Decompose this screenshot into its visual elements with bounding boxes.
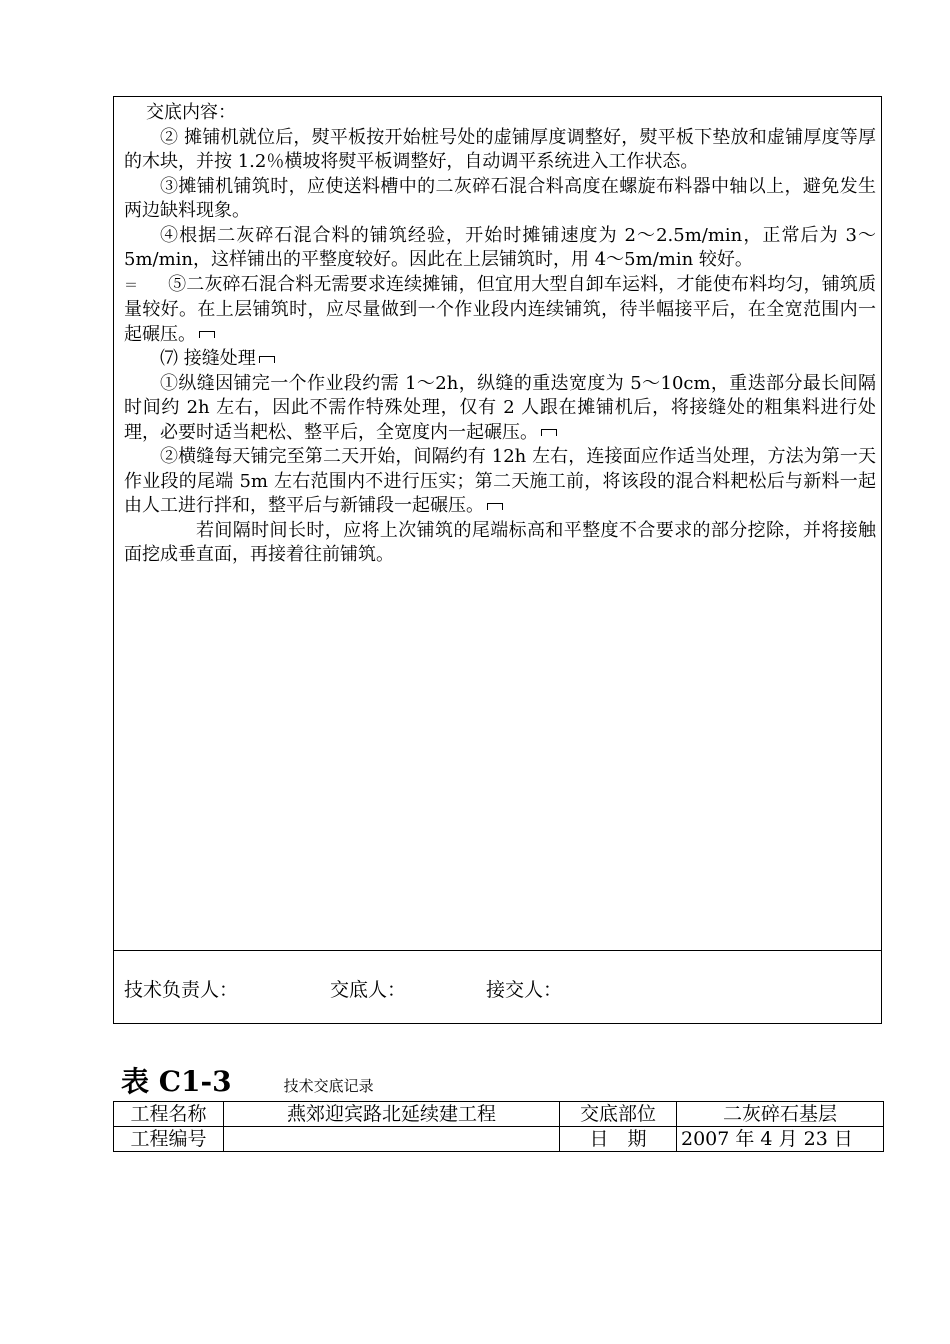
disclosure-part-value: 二灰碎石基层 <box>677 1102 884 1127</box>
table-row <box>114 1127 884 1152</box>
disclosure-content <box>124 101 876 568</box>
presenter-label: 交底人： <box>330 979 407 1001</box>
disclosure-content-box <box>113 96 882 1024</box>
bullet-mark: ＝ <box>124 277 138 294</box>
date-label: 日 期 <box>560 1127 677 1152</box>
project-name-value: 燕郊迎宾路北延续建工程 <box>224 1102 560 1127</box>
disclosure-part-label: 交底部位 <box>560 1102 677 1127</box>
paragraph-mark-icon <box>487 503 503 510</box>
paragraph-longitudinal-joint-text: ①纵缝因铺完一个作业段约需 1～2h，纵缝的重迭宽度为 5～10cm，重迭部分最长间隔时间约 2h 左右，因此不需作特殊处理，仅有 2 人跟在摊铺机后，将接缝处的粗集料进行处理，必要时适当耙松、整平后，全宽度内一起碾压。 <box>124 372 876 443</box>
paragraph-long-interval: 若间隔时间长时，应将上次铺筑的尾端标高和平整度不合要求的部分挖除，并将接触面挖成垂直面，再接着往前铺筑。 <box>124 519 876 565</box>
paragraph-continuous-paving <box>124 273 876 348</box>
paragraph-paving-feed: ③摊铺机铺筑时，应使送料槽中的二灰碎石混合料高度在螺旋布料器中轴以上，避免发生两边缺料现象。 <box>124 175 876 221</box>
paragraph-mark-icon <box>199 331 215 338</box>
paragraph-paver-positioning: ② 摊铺机就位后，熨平板按开始桩号处的虚铺厚度调整好，熨平板下垫放和虚铺厚度等厚的木块，并按 1.2％横坡将熨平板调整好，自动调平系统进入工作状态。 <box>124 126 876 172</box>
date-value: 2007 年 4 月 23 日 <box>677 1127 884 1152</box>
project-name-label: 工程名称 <box>114 1102 224 1127</box>
tech-lead-label: 技术负责人： <box>124 979 239 1001</box>
content-heading: 交底内容： <box>146 102 236 123</box>
section-joint-treatment <box>124 347 876 372</box>
paragraph-mark-icon <box>541 429 557 436</box>
paragraph-paving-speed: ④根据二灰碎石混合料的铺筑经验，开始时摊铺速度为 2～2.5m/min，正常后为 3～5m/min，这样铺出的平整度较好。因此在上层铺筑时，用 4～5m/min 较好。 <box>124 224 876 270</box>
form-title: 表 C1-3 <box>121 1065 232 1098</box>
paragraph-continuous-paving-text: ⑤二灰碎石混合料无需要求连续摊铺，但宜用大型自卸车运料，才能使布料均匀，铺筑质量较好。在上层铺筑时，应尽量做到一个作业段内连续铺筑，待半幅接平后，在全宽范围内一起碾压。 <box>124 273 876 345</box>
signature-divider <box>114 950 881 951</box>
section-joint-treatment-title: ⑺ 接缝处理 <box>160 348 256 369</box>
table-row <box>114 1102 884 1127</box>
paragraph-transverse-joint <box>124 445 876 519</box>
project-no-label: 工程编号 <box>114 1127 224 1152</box>
paragraph-transverse-joint-text: ②横缝每天铺完至第二天开始，间隔约有 12h 左右，连接面应作适当处理，方法为第一天作业段的尾端 5m 左右范围内不进行压实；第二天施工前，将该段的混合料耙松后与新料一起由人工进行拌和，整平后与新铺段一起碾压。 <box>124 446 876 516</box>
project-info-table <box>113 1101 884 1152</box>
receiver-label: 接交人： <box>486 979 563 1001</box>
signature-row <box>124 975 562 1002</box>
paragraph-mark-icon <box>259 356 275 363</box>
form-title-row <box>121 1060 374 1100</box>
form-subtitle: 技术交底记录 <box>283 1077 374 1095</box>
paragraph-longitudinal-joint <box>124 372 876 446</box>
project-no-value <box>224 1127 560 1152</box>
